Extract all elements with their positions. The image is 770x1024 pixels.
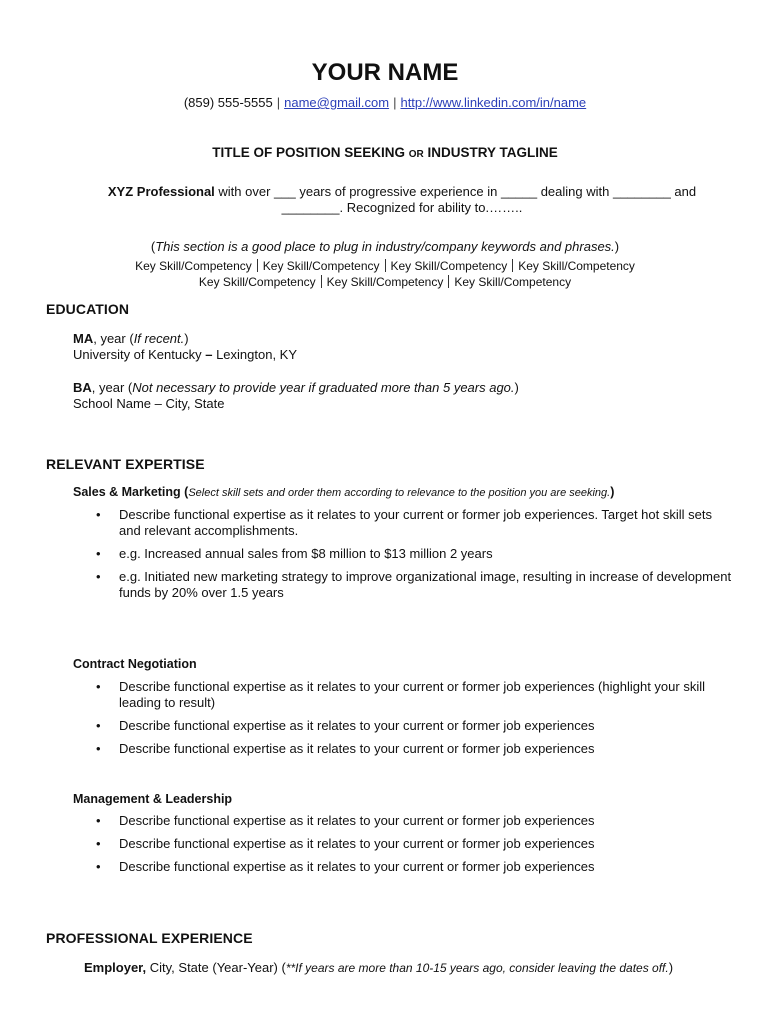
ma-location: Lexington, KY	[216, 347, 298, 362]
summary-line2: ________. Recognized for ability to.……..	[281, 200, 523, 215]
employer-close: )	[668, 960, 674, 975]
ma-degree-line	[73, 331, 189, 347]
skill-divider	[385, 259, 386, 272]
note-text: This section is a good place to plug in industry/company keywords and phrases.	[155, 239, 615, 254]
bullet-icon: •	[96, 741, 101, 756]
list-item	[96, 741, 736, 757]
note-close: )	[614, 239, 620, 254]
keyword-note	[0, 239, 770, 255]
ma-dash: –	[201, 347, 217, 362]
skill-item: Key Skill/Competency	[262, 259, 380, 273]
employer-note: **If years are more than 10-15 years ago, consider leaving the dates off.	[285, 961, 669, 975]
bullet-icon: •	[96, 569, 101, 584]
list-item-text: Describe functional expertise as it relates to your current or former job experiences	[119, 741, 595, 756]
skill-item: Key Skill/Competency	[454, 275, 572, 289]
sales-close: )	[610, 485, 615, 499]
ba-note: Not necessary to provide year if graduated more than 5 years ago.	[132, 380, 515, 395]
skill-item: Key Skill/Competency	[135, 259, 252, 273]
bullet-icon: •	[96, 836, 101, 851]
skill-divider	[512, 259, 513, 272]
contact-line	[0, 95, 770, 111]
skill-item: Key Skill/Competency	[326, 275, 444, 289]
ba-school: School Name – City, State	[73, 396, 225, 411]
separator: |	[393, 95, 397, 110]
sales-title: Sales & Marketing	[73, 485, 181, 499]
ba-close: )	[514, 380, 519, 395]
ma-school-line	[73, 347, 297, 363]
resume-name: YOUR NAME	[311, 59, 459, 86]
ma-year: , year (	[93, 331, 134, 346]
ma-note: If recent.	[133, 331, 185, 346]
list-item-text: e.g. Initiated new marketing strategy to improve organizational image, resulting in increase of development funds by 20% over 1.5 years	[119, 569, 732, 600]
ma-close: )	[184, 331, 189, 346]
summary-lead: XYZ Professional	[107, 184, 215, 199]
management-leadership-heading: Management & Leadership	[73, 792, 233, 806]
list-item	[96, 836, 736, 852]
bullet-icon: •	[96, 813, 101, 828]
ma-degree: MA	[73, 331, 94, 346]
skill-item: Key Skill/Competency	[198, 275, 316, 289]
list-item-text: e.g. Increased annual sales from $8 million to $13 million 2 years	[119, 546, 493, 561]
tagline-part2: INDUSTRY TAGLINE	[427, 145, 558, 160]
sales-marketing-heading	[73, 484, 614, 501]
bullet-icon: •	[96, 507, 101, 522]
list-item-text: Describe functional expertise as it relates to your current or former job experiences (highlight your skill leading to result)	[119, 679, 705, 710]
email-link[interactable]: name@gmail.com	[284, 95, 390, 110]
list-item	[96, 546, 736, 562]
list-item-text: Describe functional expertise as it relates to your current or former job experiences	[119, 813, 595, 828]
skills-row-1	[0, 258, 770, 274]
list-item	[96, 507, 736, 539]
list-item	[96, 679, 736, 711]
contract-negotiation-heading: Contract Negotiation	[73, 657, 197, 671]
bullet-icon: •	[96, 718, 101, 733]
skill-divider	[257, 259, 258, 272]
tagline-part1: TITLE OF POSITION SEEKING	[212, 145, 405, 160]
skill-divider	[321, 275, 322, 288]
separator: |	[276, 95, 281, 110]
employer-line	[84, 960, 673, 976]
experience-heading: PROFESSIONAL EXPERIENCE	[46, 930, 253, 946]
phone-number: (859) 555-5555	[183, 95, 273, 110]
bullet-icon: •	[96, 546, 101, 561]
list-item-text: Describe functional expertise as it relates to your current or former job experiences	[119, 836, 595, 851]
skills-row-2	[0, 274, 770, 290]
list-item	[96, 813, 736, 829]
list-item-text: Describe functional expertise as it relates to your current or former job experiences. Target hot skill sets and relevant accomplishments.	[119, 507, 712, 538]
sales-bullet-list	[96, 507, 736, 608]
skill-divider	[448, 275, 449, 288]
list-item	[96, 569, 736, 601]
summary-line1: with over ___ years of progressive experience in _____ dealing with ________ and	[214, 184, 697, 199]
expertise-heading: RELEVANT EXPERTISE	[46, 456, 205, 472]
position-tagline	[0, 145, 770, 163]
ba-year: , year (	[91, 380, 133, 395]
bullet-icon: •	[96, 859, 101, 874]
sales-note: Select skill sets and order them according to relevance to the position you are seeking.	[188, 487, 611, 499]
employer-details: City, State (Year-Year) (	[146, 960, 286, 975]
ma-school: University of Kentucky	[73, 347, 202, 362]
sales-open: (	[180, 485, 189, 499]
list-item-text: Describe functional expertise as it relates to your current or former job experiences	[119, 718, 595, 733]
tagline-or: OR	[408, 149, 424, 160]
note-open: (	[150, 239, 156, 254]
list-item	[96, 718, 736, 734]
management-bullet-list	[96, 813, 736, 882]
ba-degree-line	[73, 380, 519, 396]
professional-summary	[84, 184, 720, 216]
skill-item: Key Skill/Competency	[518, 259, 635, 273]
list-item	[96, 859, 736, 875]
bullet-icon: •	[96, 679, 101, 694]
linkedin-link[interactable]: http://www.linkedin.com/in/name	[400, 95, 587, 110]
list-item-text: Describe functional expertise as it relates to your current or former job experiences	[119, 859, 595, 874]
education-heading: EDUCATION	[46, 301, 130, 317]
ba-degree: BA	[73, 380, 92, 395]
skill-item: Key Skill/Competency	[390, 259, 508, 273]
employer-name: Employer,	[84, 960, 147, 975]
contract-bullet-list	[96, 679, 736, 764]
